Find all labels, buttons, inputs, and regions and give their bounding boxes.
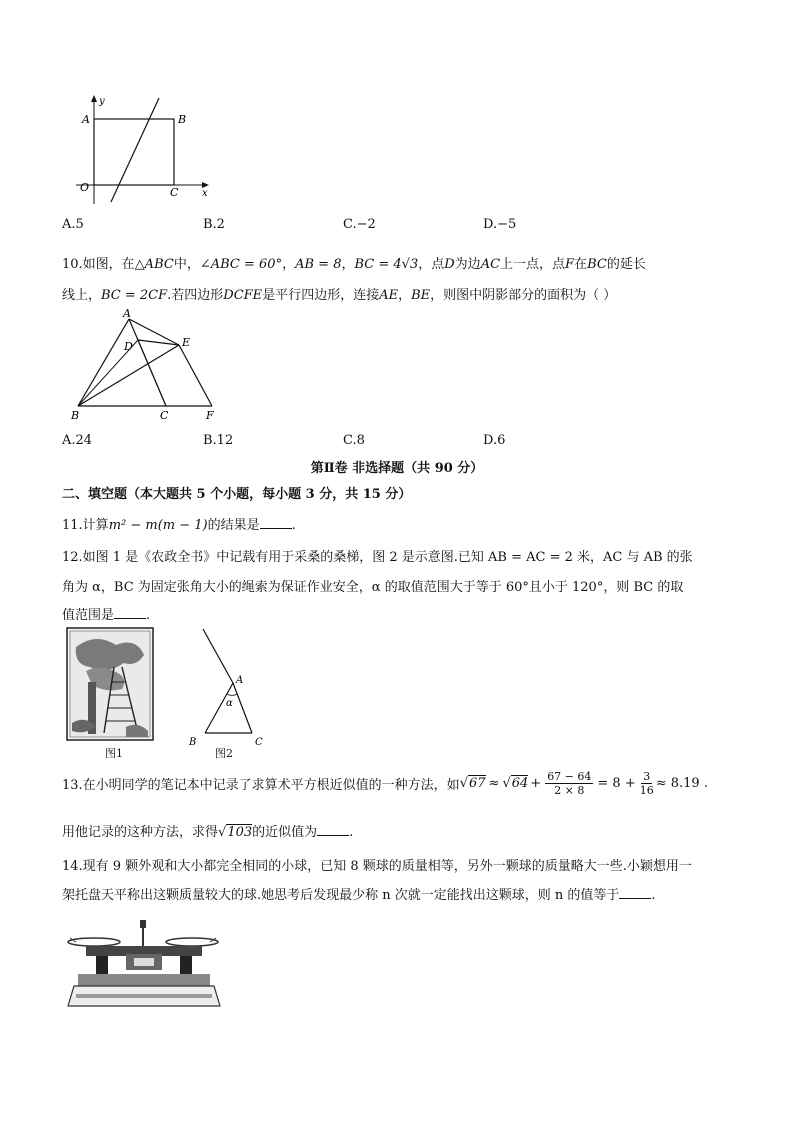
point-a-label: A (82, 113, 90, 126)
axis-y-label: y (99, 96, 105, 107)
point-c-label: C (170, 186, 179, 199)
q12-line3: 值范围是 . (62, 608, 151, 623)
q11-answer-blank[interactable] (260, 517, 292, 529)
q12-label-c: C (255, 737, 263, 747)
q12-answer-blank[interactable] (114, 607, 146, 619)
section-title: 第Ⅱ卷 非选择题（共 90 分） (310, 461, 484, 476)
q9-option-c[interactable]: C.−2 (343, 217, 376, 232)
q10-label-a: A (123, 307, 131, 320)
q10-option-d[interactable]: D.6 (483, 433, 506, 448)
q12-label-alpha: α (226, 698, 233, 709)
q9-figure (66, 92, 226, 210)
balance-scale-picture (66, 918, 226, 1013)
q10-option-c[interactable]: C.8 (343, 433, 365, 448)
q12-line2: 角为 α，BC 为固定张角大小的绳索为保证作业安全，α 的取值范围大于等于 60°且小于 120°，则 BC 的取 (62, 580, 684, 595)
point-b-label: B (178, 113, 187, 126)
q13-answer-blank[interactable] (317, 824, 349, 836)
q10-label-d: D (124, 340, 133, 353)
q9-option-d[interactable]: D.−5 (483, 217, 517, 232)
q11-line: 11.计算m² − m(m − 1)的结果是 . (62, 518, 296, 533)
q10-label-c: C (160, 409, 169, 422)
q10-label-e: E (182, 336, 191, 349)
q10-option-b[interactable]: B.12 (203, 433, 234, 448)
q10-line1: 10.如图，在△ABC中，∠ABC = 60°，AB = 8，BC = 4√3，点D为边AC上一点，点F在BC的延长 (62, 257, 646, 272)
q12-line1: 12.如图 1 是《农政全书》中记载有用于采桑的桑梯，图 2 是示意图.已知 AB = AC = 2 米，AC 与 AB 的张 (62, 550, 693, 565)
q13-line1: 13.在小明同学的笔记本中记录了求算术平方根近似值的一种方法，如 √67 ≈ √64 + $\frac{67 - 64}{2 \times 8}$ = 8 + $\frac{3}{16}$ ≈ 8.19 . (62, 770, 708, 797)
q14-line1: 14.现有 9 颗外观和大小都完全相同的小球，已知 8 颗球的质量相等，另外一颗球的质量略大一些.小颖想用一 (62, 859, 692, 874)
q9-option-a[interactable]: A.5 (62, 217, 84, 232)
q12-fig2-caption: 图2 (215, 747, 233, 760)
q12-label-a: A (236, 675, 244, 686)
q12-figure2 (185, 627, 265, 747)
q9-option-b[interactable]: B.2 (203, 217, 225, 232)
origin-label: O (80, 181, 90, 194)
q13-line2: 用他记录的这种方法，求得√103的近似值为 . (62, 825, 354, 840)
q10-line2: 线上，BC = 2CF.若四边形DCFE是平行四边形，连接AE，BE，则图中阴影部分的面积为（ ） (62, 288, 617, 303)
part2-heading: 二、填空题（本大题共 5 个小题，每小题 3 分，共 15 分） (62, 487, 412, 502)
q10-label-b: B (71, 409, 80, 422)
q12-figure1-picture (66, 627, 156, 745)
q14-answer-blank[interactable] (619, 887, 651, 899)
axis-x-label: x (202, 188, 208, 199)
q10-figure (66, 305, 226, 425)
q14-line2: 架托盘天平称出这颗质量较大的球.她思考后发现最少称 n 次就一定能找出这颗球，则 n 的值等于 . (62, 888, 656, 903)
q12-fig1-caption: 图1 (105, 747, 123, 760)
q10-option-a[interactable]: A.24 (62, 433, 93, 448)
q12-label-b: B (189, 737, 197, 747)
q10-label-f: F (206, 409, 214, 422)
